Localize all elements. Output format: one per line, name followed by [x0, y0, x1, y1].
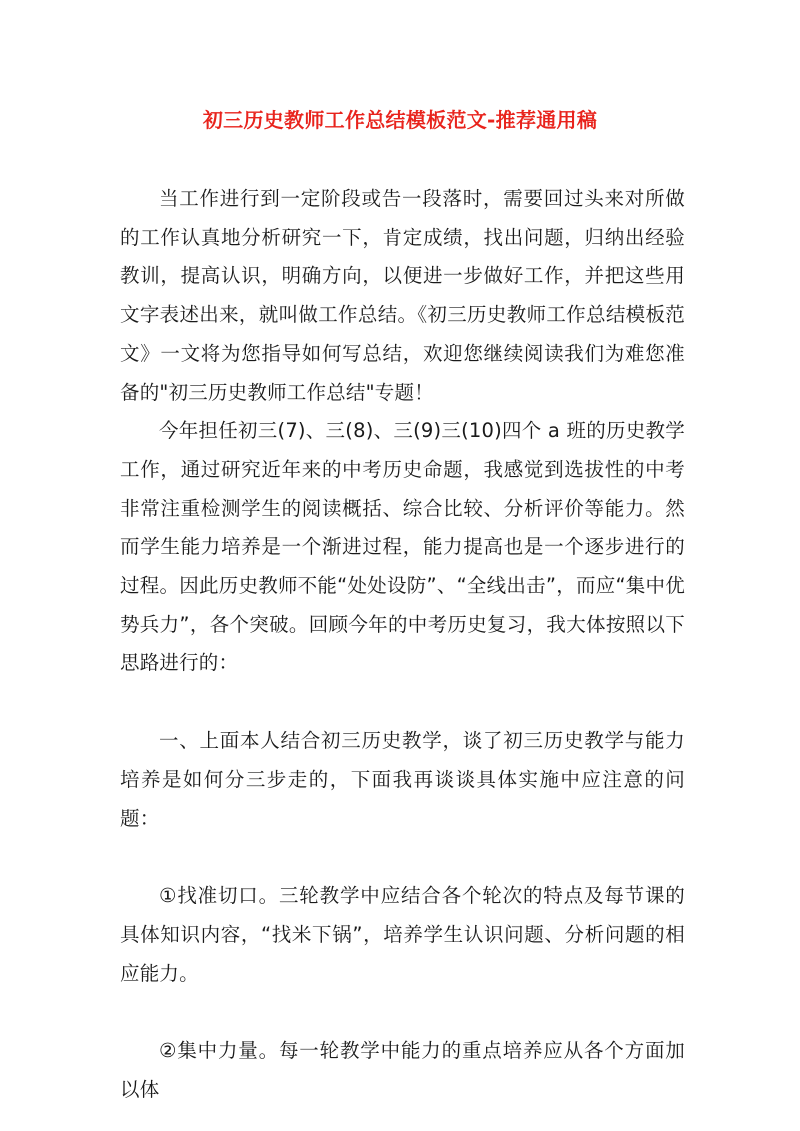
paragraph-spacer [120, 838, 685, 877]
paragraph-spacer [120, 993, 685, 1032]
document-title: 初三历史教师工作总结模板范文-推荐通用稿 [202, 108, 598, 132]
paragraph-spacer [120, 683, 685, 722]
section-one-paragraph: 一、上面本人结合初三历史教学，谈了初三历史教学与能力培养是如何分三步走的，下面我再谈谈具体实施中应注意的问题： [120, 729, 685, 830]
point-one-paragraph: ①找准切口。三轮教学中应结合各个轮次的特点及每节课的具体知识内容，“找米下锅”，培养学生认识问题、分析问题的相应能力。 [120, 884, 685, 985]
document-body [120, 180, 685, 1110]
intro-paragraph: 当工作进行到一定阶段或告一段落时，需要回过头来对所做的工作认真地分析研究一下，肯定成绩，找出问题，归纳出经验教训，提高认识，明确方向，以便进一步做好工作，并把这些用文字表述出来，就叫做工作总结。《初三历史教师工作总结模板范文》一文将为您指导如何写总结，欢迎您继续阅读我们为难您准备的"初三历史教师工作总结"专题！ [120, 187, 685, 404]
teaching-paragraph: 今年担任初三(7)、三(8)、三(9)三(10)四个 a 班的历史教学工作，通过研究近年来的中考历史命题，我感觉到选拔性的中考非常注重检测学生的阅读概括、综合比较、分析评价等能力。然而学生能力培养是一个渐进过程，能力提高也是一个逐步进行的过程。因此历史教师不能“处处设防”、“全线出击”，而应“集中优势兵力”，各个突破。回顾今年的中考历史复习，我大体按照以下思路进行的： [120, 419, 685, 675]
point-two-paragraph: ②集中力量。每一轮教学中能力的重点培养应从各个方面加以体 [120, 1039, 685, 1102]
